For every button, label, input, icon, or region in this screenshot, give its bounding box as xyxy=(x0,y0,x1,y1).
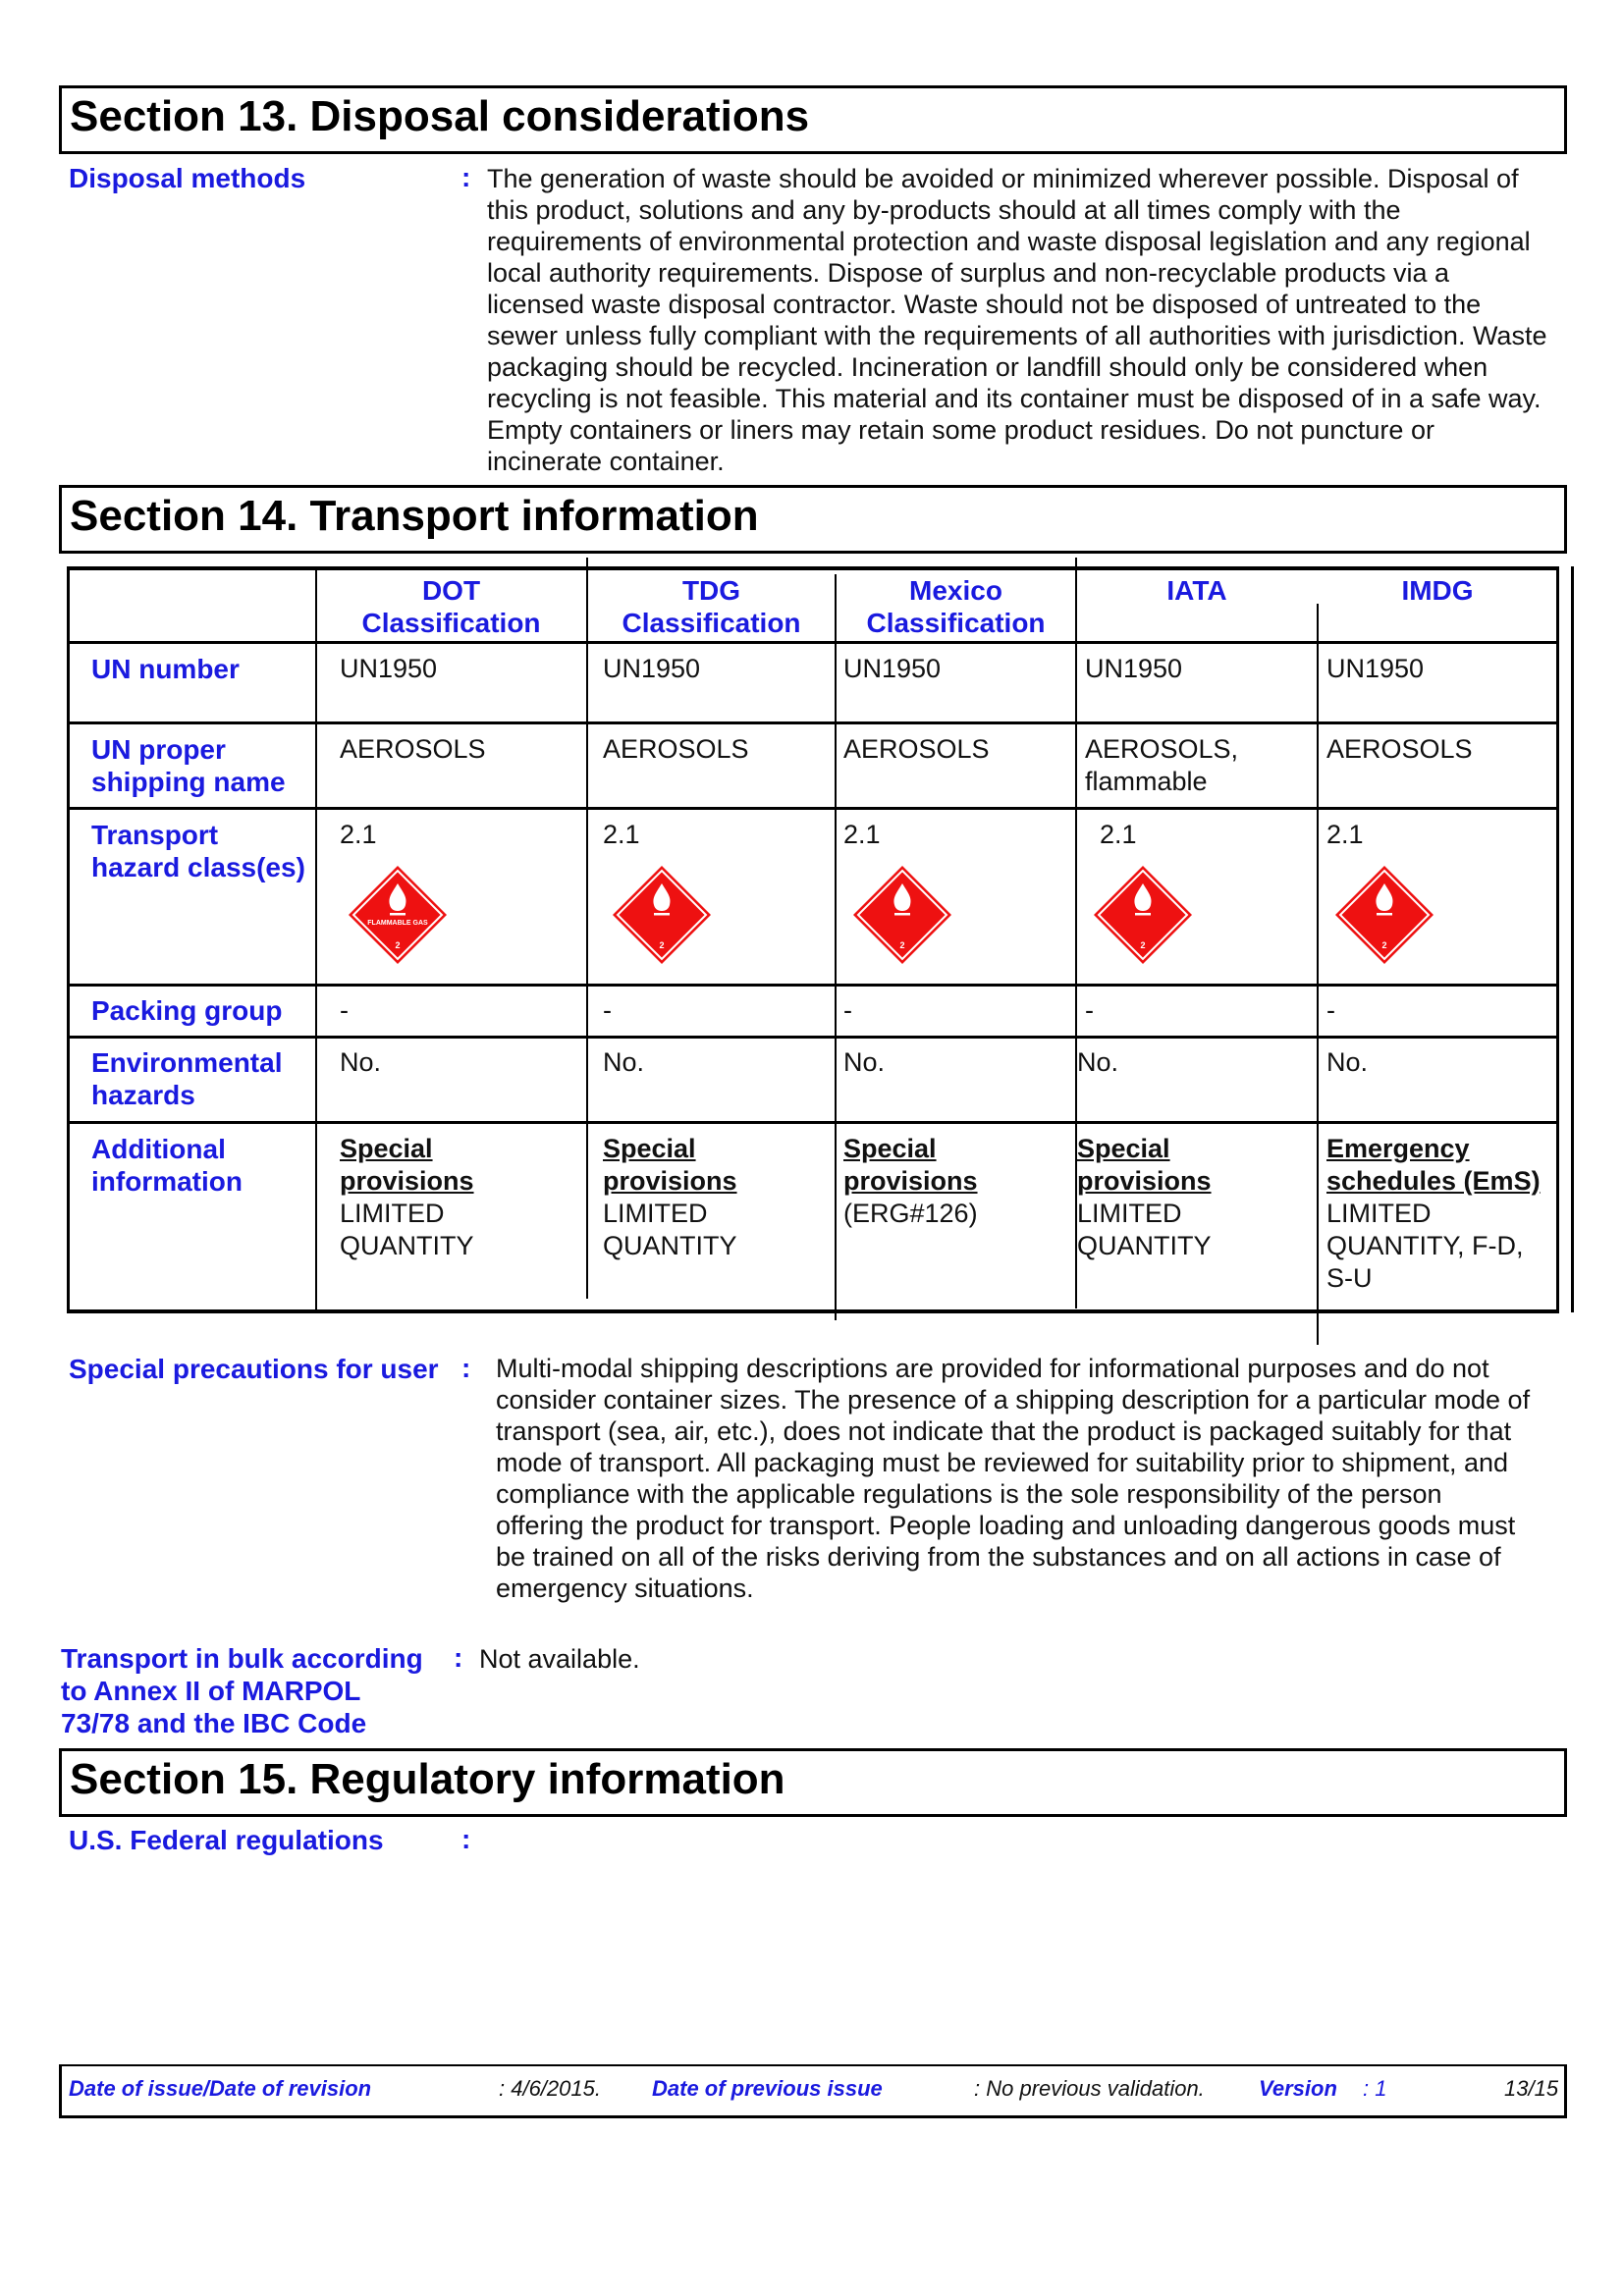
cell-hazard-class: 2.1 xyxy=(843,820,881,849)
row-line xyxy=(67,721,1559,724)
cell-line: LIMITED xyxy=(1077,1199,1182,1228)
cell-un-number: UN1950 xyxy=(1085,654,1183,683)
subheading: provisions xyxy=(603,1166,737,1196)
colon: : xyxy=(461,162,471,192)
col-header-line: Mexico xyxy=(909,575,1002,606)
label-line: shipping name xyxy=(91,767,286,797)
col-header-dot xyxy=(316,574,586,639)
cell-hazard-class: 2.1 xyxy=(1100,820,1137,849)
footer-previous-value: : No previous validation. xyxy=(974,2076,1205,2101)
cell-env-hazards: No. xyxy=(1077,1047,1119,1077)
cell-additional-info xyxy=(1077,1133,1212,1262)
us-federal-regulations-label: U.S. Federal regulations xyxy=(69,1825,384,1855)
table-border-top xyxy=(67,566,1559,570)
label-line: UN proper xyxy=(91,734,226,765)
cell-line: AEROSOLS xyxy=(843,734,990,764)
col-header-tdg xyxy=(588,574,835,639)
cell-line: S-U xyxy=(1326,1263,1373,1293)
page-edge-line xyxy=(1571,566,1574,1312)
col-header-iata xyxy=(1077,574,1317,607)
subheading: Special xyxy=(1077,1134,1170,1163)
subheading: Special xyxy=(843,1134,937,1163)
cell-line: LIMITED xyxy=(603,1199,708,1228)
footer-version-value: : 1 xyxy=(1363,2076,1387,2101)
special-precautions-label: Special precautions for user xyxy=(69,1354,439,1384)
cell-additional-info xyxy=(1326,1133,1541,1295)
label-line: Environmental xyxy=(91,1047,283,1078)
cell-shipping-name xyxy=(603,733,749,766)
section-13-header xyxy=(59,85,1567,154)
cell-shipping-name xyxy=(843,733,990,766)
table-border-left xyxy=(67,566,70,1313)
row-line xyxy=(67,807,1559,810)
col-line xyxy=(835,574,837,1320)
row-line xyxy=(67,984,1559,987)
subheading: Special xyxy=(603,1134,696,1163)
row-label-env-hazards xyxy=(91,1046,282,1111)
col-header-mexico xyxy=(837,574,1075,639)
cell-env-hazards: No. xyxy=(340,1047,382,1077)
label-line: hazard class(es) xyxy=(91,852,305,882)
cell-line: AEROSOLS, xyxy=(1085,734,1239,764)
cell-shipping-name xyxy=(1085,733,1238,798)
cell-line: QUANTITY, F-D, xyxy=(1326,1231,1524,1260)
cell-env-hazards: No. xyxy=(843,1047,886,1077)
label-line: Additional xyxy=(91,1134,226,1164)
col-line xyxy=(315,566,317,1312)
col-line xyxy=(586,558,588,1299)
cell-packing-group: - xyxy=(843,995,852,1025)
row-label-additional-info xyxy=(91,1133,243,1198)
col-header-line: DOT xyxy=(421,575,481,606)
cell-hazard-class: 2.1 xyxy=(340,820,377,849)
cell-line: flammable xyxy=(1085,767,1208,796)
placard-text: FLAMMABLE GAS xyxy=(367,920,428,927)
row-label-packing-group: Packing group xyxy=(91,995,283,1026)
placard-number: 2 xyxy=(659,940,665,950)
footer-page-number: 13/15 xyxy=(1504,2076,1559,2101)
table-border-bottom xyxy=(67,1309,1559,1313)
section-15-header xyxy=(59,1748,1567,1817)
col-header-line: IMDG xyxy=(1401,575,1474,606)
footer-version-label: Version xyxy=(1259,2076,1337,2101)
subheading: provisions xyxy=(843,1166,978,1196)
cell-line: LIMITED xyxy=(1326,1199,1432,1228)
col-header-line: IATA xyxy=(1166,575,1227,606)
cell-packing-group: - xyxy=(1326,995,1335,1025)
label-line: Transport in bulk according xyxy=(61,1643,423,1674)
subheading: schedules (EmS) xyxy=(1326,1166,1541,1196)
disposal-methods-text: The generation of waste should be avoided or minimized wherever possible. Disposal of this product, solutions and any by-products should at all times comply with the requirements of environmental protection and waste disposal legislation and any regional local authority requirements. Dispose of surplus and non-recyclable products via a licensed waste disposal contractor. Waste should not be disposed of untreated to the sewer unless fully compliant with the requirements of all authorities with jurisdiction. Waste packaging should be recycled. Incineration or landfill should only be considered when recycling is not feasible. This material and its container must be disposed of in a safe way. Empty containers or liners may retain some product residues. Do not puncture or incinerate container. xyxy=(487,164,1547,476)
col-header-line: Classification xyxy=(622,608,801,638)
flammable-gas-placard-icon xyxy=(1335,866,1434,964)
cell-additional-info xyxy=(843,1133,978,1230)
cell-hazard-class: 2.1 xyxy=(603,820,640,849)
col-header-imdg xyxy=(1319,574,1556,607)
col-header-line: Classification xyxy=(866,608,1046,638)
label-line: 73/78 and the IBC Code xyxy=(61,1708,367,1738)
section-13-title: Section 13. Disposal considerations xyxy=(70,92,810,140)
cell-env-hazards: No. xyxy=(603,1047,645,1077)
transport-bulk-value: Not available. xyxy=(479,1644,640,1674)
colon: : xyxy=(461,1824,471,1854)
label-line: hazards xyxy=(91,1080,195,1110)
placard-number: 2 xyxy=(1140,940,1146,950)
row-line xyxy=(67,1121,1559,1124)
disposal-methods-label: Disposal methods xyxy=(69,163,306,193)
row-line xyxy=(67,641,1559,644)
footer-issue-label: Date of issue/Date of revision xyxy=(69,2076,372,2101)
flammable-gas-placard-icon xyxy=(853,866,951,964)
row-label-shipping-name xyxy=(91,733,286,798)
placard-number: 2 xyxy=(1381,940,1387,950)
cell-line: (ERG#126) xyxy=(843,1199,978,1228)
col-header-line: TDG xyxy=(681,575,741,606)
subheading: provisions xyxy=(340,1166,474,1196)
flammable-gas-placard-icon xyxy=(1094,866,1192,964)
col-header-line: Classification xyxy=(361,608,541,638)
table-border-right xyxy=(1556,566,1559,1313)
subheading: Emergency xyxy=(1326,1134,1470,1163)
section-14-title: Section 14. Transport information xyxy=(70,492,759,540)
cell-un-number: UN1950 xyxy=(1326,654,1425,683)
subheading: Special xyxy=(340,1134,433,1163)
label-line: Transport xyxy=(91,820,219,850)
cell-shipping-name xyxy=(1326,733,1473,766)
cell-additional-info xyxy=(603,1133,737,1262)
cell-un-number: UN1950 xyxy=(843,654,942,683)
flammable-gas-placard-icon xyxy=(613,866,711,964)
cell-shipping-name xyxy=(340,733,486,766)
footer-previous-label: Date of previous issue xyxy=(652,2076,883,2101)
placard-number: 2 xyxy=(899,940,905,950)
cell-un-number: UN1950 xyxy=(603,654,701,683)
section-15-title: Section 15. Regulatory information xyxy=(70,1755,785,1803)
subheading: provisions xyxy=(1077,1166,1212,1196)
cell-line: QUANTITY xyxy=(1077,1231,1212,1260)
cell-packing-group: - xyxy=(603,995,612,1025)
col-line xyxy=(1317,604,1319,1345)
cell-line: LIMITED xyxy=(340,1199,445,1228)
section-14-header xyxy=(59,485,1567,554)
flammable-gas-placard-icon xyxy=(349,866,447,964)
label-line: information xyxy=(91,1166,243,1197)
row-label-un-number: UN number xyxy=(91,654,240,684)
cell-line: QUANTITY xyxy=(340,1231,474,1260)
cell-packing-group: - xyxy=(1085,995,1094,1025)
cell-line: AEROSOLS xyxy=(603,734,749,764)
colon: : xyxy=(461,1353,471,1383)
cell-line: AEROSOLS xyxy=(1326,734,1473,764)
cell-packing-group: - xyxy=(340,995,349,1025)
cell-line: AEROSOLS xyxy=(340,734,486,764)
cell-env-hazards: No. xyxy=(1326,1047,1369,1077)
cell-un-number: UN1950 xyxy=(340,654,438,683)
row-label-hazard-class xyxy=(91,819,305,883)
row-line xyxy=(67,1036,1559,1039)
placard-number: 2 xyxy=(395,940,401,950)
special-precautions-text: Multi-modal shipping descriptions are provided for informational purposes and do not consider container sizes. The presence of a shipping description for a particular mode of transport (sea, air, etc.), does not indicate that the product is packaged suitably for that mode of transport. All packaging must be reviewed for suitability prior to shipment, and compliance with the applicable regulations is the sole responsibility of the person offering the product for transport. People loading and unloading dangerous goods must be trained on all of the risks deriving from the substances and on all actions in case of emergency situations. xyxy=(496,1354,1531,1603)
footer-issue-value: : 4/6/2015. xyxy=(499,2076,601,2101)
cell-line: QUANTITY xyxy=(603,1231,737,1260)
colon: : xyxy=(454,1642,463,1673)
transport-bulk-label xyxy=(61,1642,423,1739)
label-line: to Annex II of MARPOL xyxy=(61,1676,361,1706)
cell-hazard-class: 2.1 xyxy=(1326,820,1364,849)
cell-additional-info xyxy=(340,1133,474,1262)
